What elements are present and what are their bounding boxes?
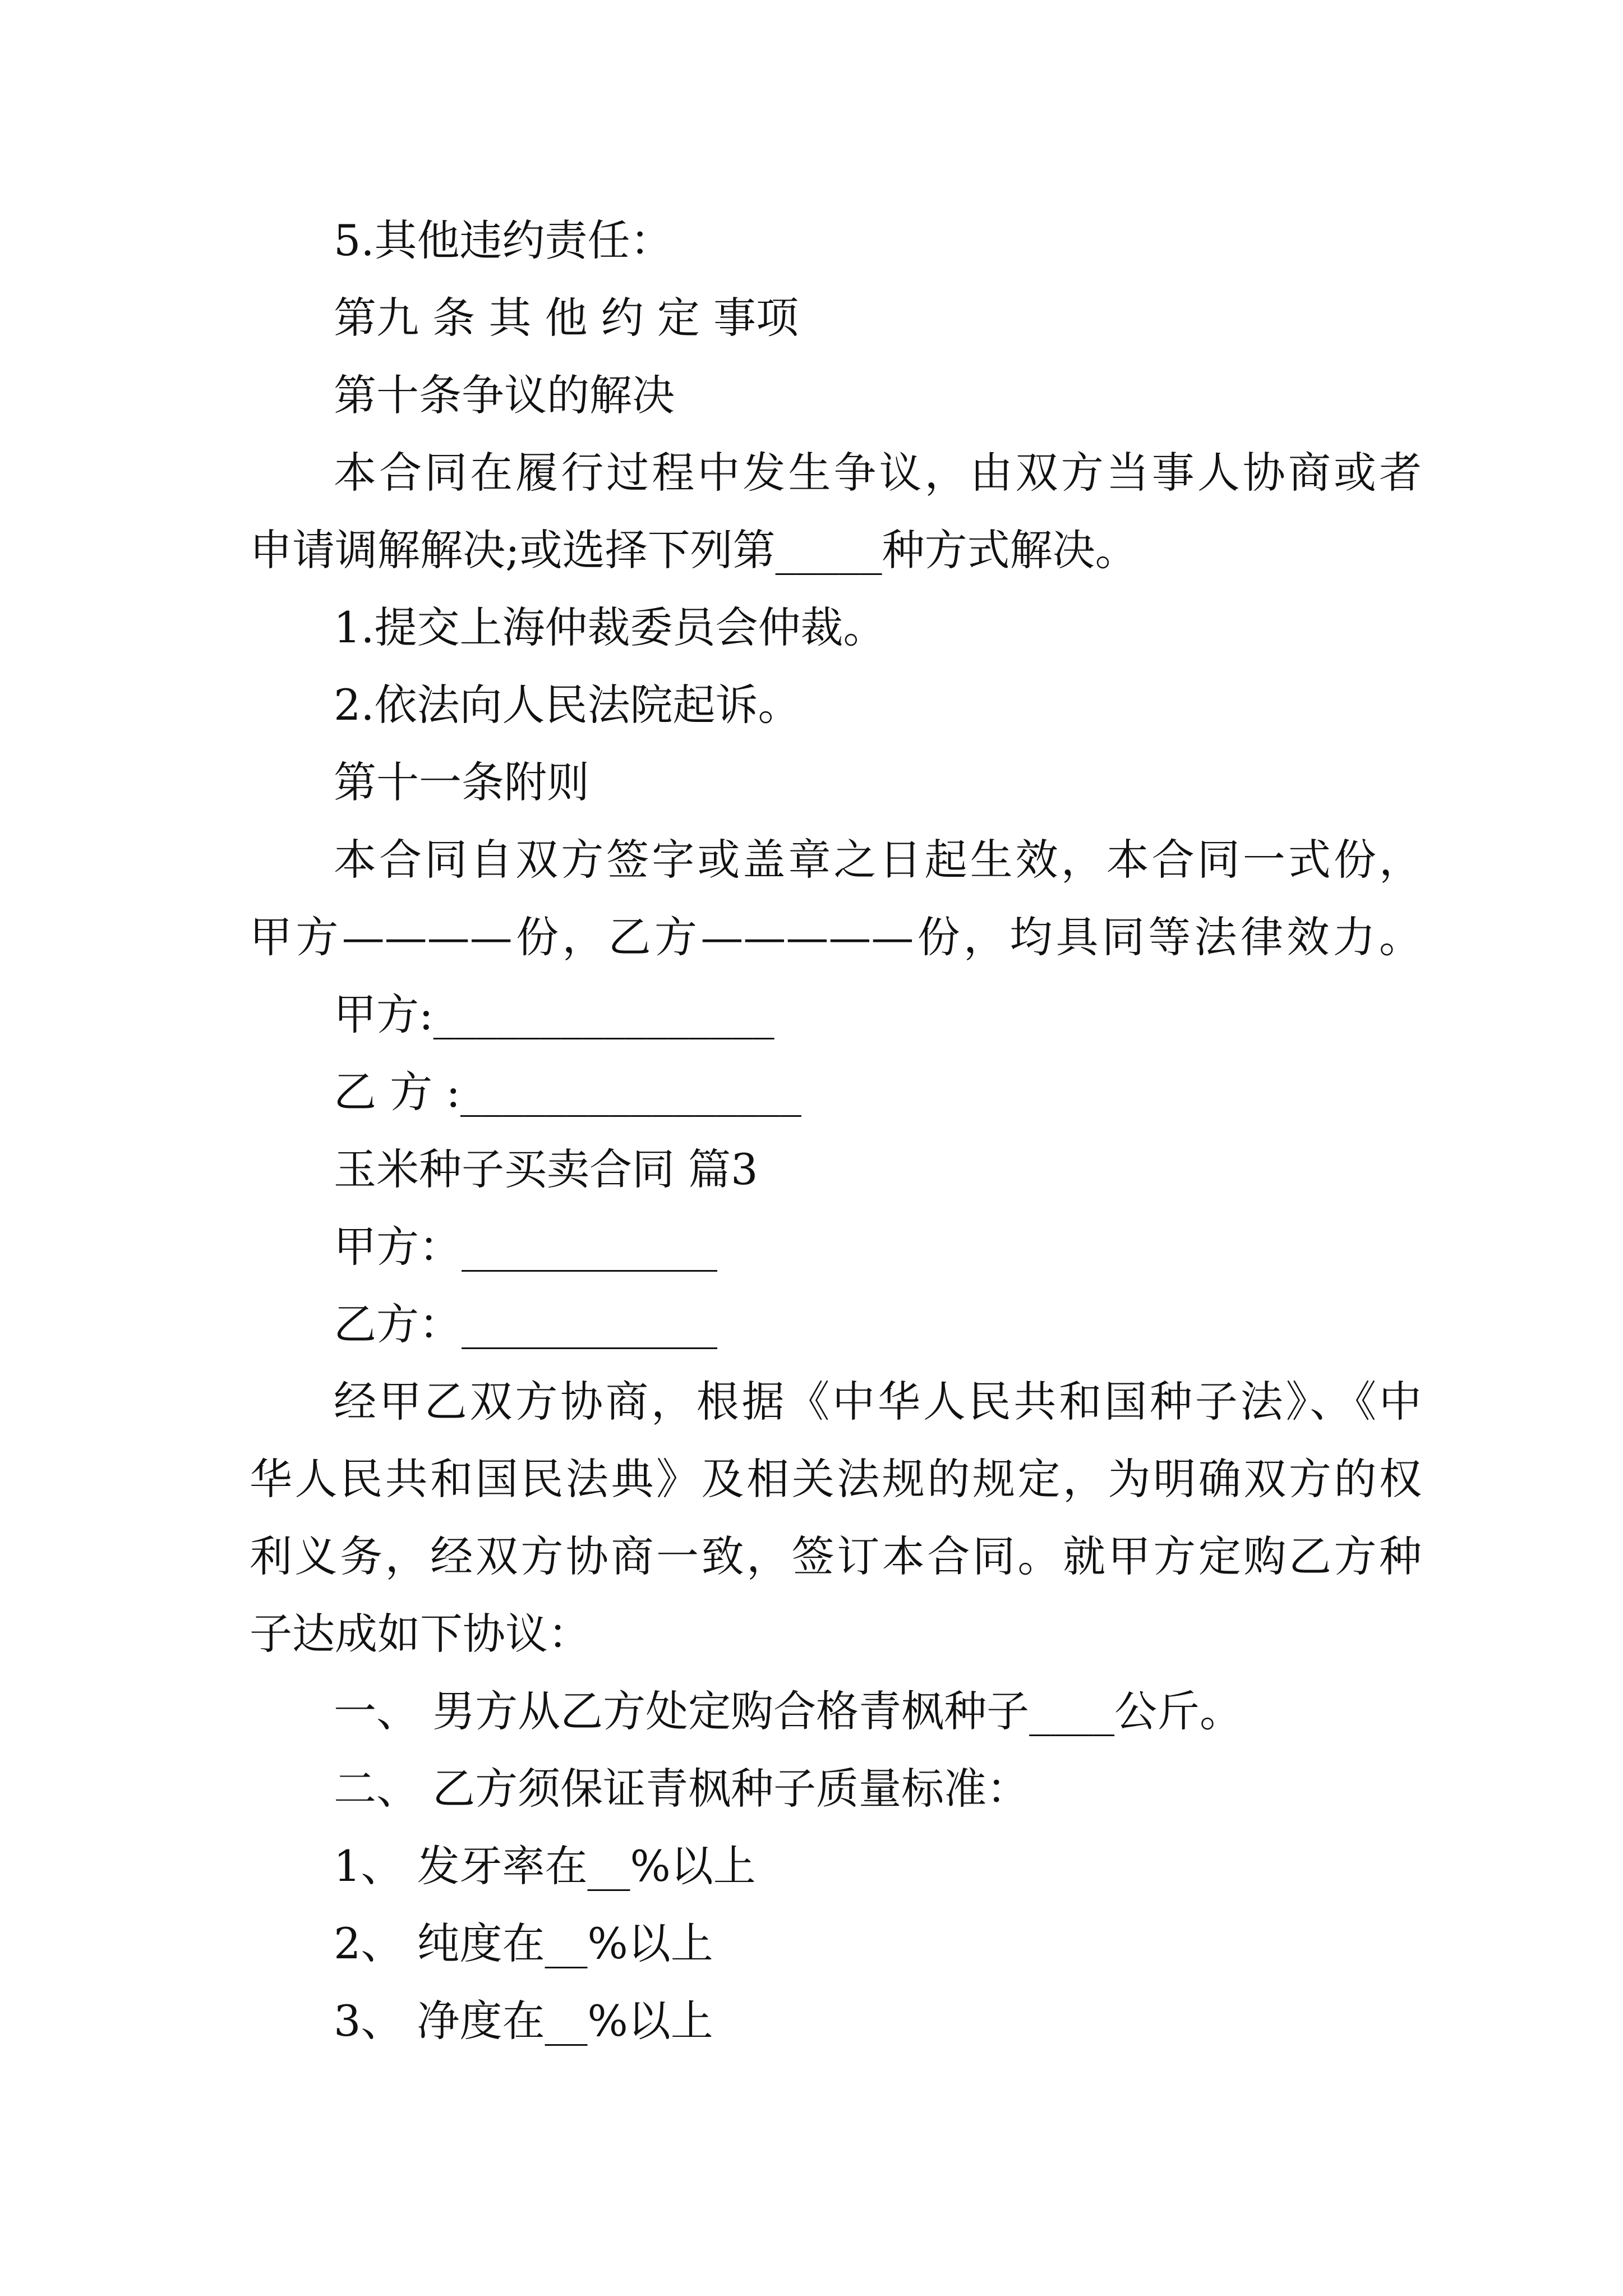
- text-line: 甲方：____________: [334, 1222, 717, 1272]
- text-line: 乙方：____________: [334, 1299, 717, 1349]
- text-line: 二、 乙方须保证青枫种子质量标准：: [334, 1764, 1030, 1814]
- section-heading: 玉米种子买卖合同 篇3: [334, 1144, 758, 1194]
- text-line: 甲方:________________: [334, 990, 774, 1039]
- text-line: 子达成如下协议：: [250, 1609, 591, 1659]
- text-line: 一、 男方从乙方处定购合格青枫种子____公斤。: [334, 1686, 1243, 1736]
- text-line: 第十条争议的解决: [334, 370, 675, 420]
- document-body: [250, 202, 1422, 2060]
- text-line: 乙 方 :________________: [334, 1067, 801, 1117]
- text-line: 经甲乙双方协商，根据《中华人民共和国种子法》、《中: [334, 1377, 1422, 1427]
- text-line: 第九 条 其 他 约 定 事项: [334, 293, 799, 343]
- text-line: 1、 发牙率在__%以上: [334, 1841, 756, 1891]
- text-line: 1.提交上海仲裁委员会仲裁。: [334, 602, 886, 652]
- text-line: 申请调解解决;或选择下列第_____种方式解决。: [250, 525, 1138, 575]
- text-line: 甲方————份，乙方—————份，均具同等法律效力。: [250, 912, 1422, 962]
- text-line: 2.依法向人民法院起诉。: [334, 680, 801, 730]
- text-line: 2、 纯度在__%以上: [334, 1918, 713, 1968]
- text-line: 华人民共和国民法典》及相关法规的规定，为明确双方的权: [250, 1454, 1422, 1504]
- text-line: 本合同自双方签字或盖章之日起生效，本合同一式份，: [334, 835, 1422, 885]
- text-line: 3、 净度在__%以上: [334, 1996, 713, 2046]
- text-line: 利义务，经双方协商一致，签订本合同。就甲方定购乙方种: [250, 1531, 1422, 1581]
- text-line: 本合同在履行过程中发生争议，由双方当事人协商或者: [334, 448, 1422, 498]
- text-line: 第十一条附则: [334, 757, 589, 807]
- text-line: 5.其他违约责任：: [334, 215, 673, 265]
